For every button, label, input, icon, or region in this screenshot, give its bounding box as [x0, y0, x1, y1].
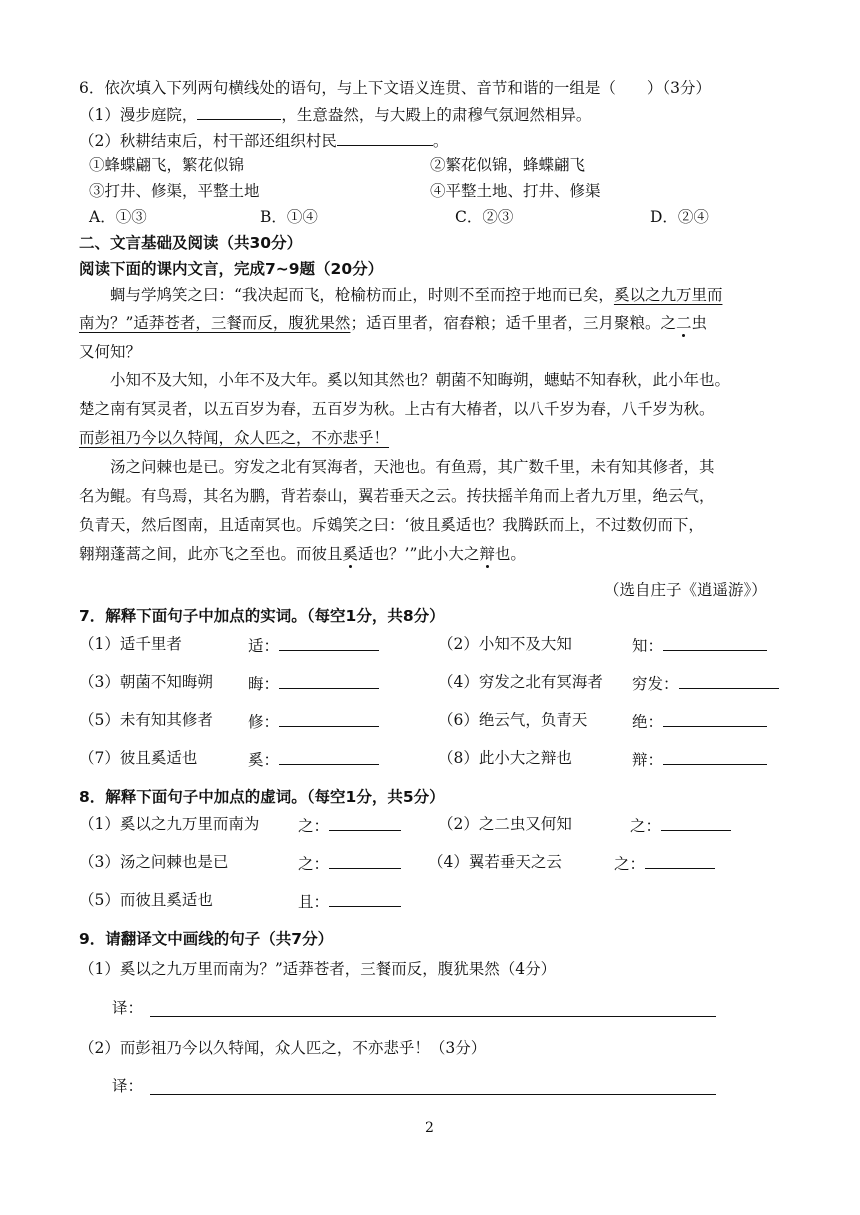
q7-key-8: 辩：: [632, 748, 767, 770]
q6-s1-part-a: （1）漫步庭院，: [79, 106, 198, 124]
passage-text: ；: [350, 314, 366, 332]
q7-blank-6[interactable]: [663, 710, 767, 727]
passage-text: 翱翔蓬蒿之间，此亦飞之至也。而彼且: [79, 545, 343, 563]
q7-title: 7．解释下面句子中加点的实词。（每空1分，共8分）: [79, 607, 445, 625]
passage-text: 修者，其: [652, 458, 715, 476]
q8-key-4: 之：: [614, 852, 715, 874]
passage-text: 汤之问棘也是已。穷发之北有冥海者，天池也。有鱼焉，其广数千里，未有知其: [110, 458, 653, 476]
passage-p2-line2: 楚之南有冥灵者，以五百岁为春，五百岁为秋。上古有大椿者，以八千岁为春，八千岁为秋。: [79, 400, 715, 418]
q7-key-7: 奚：: [248, 748, 379, 770]
section-2-subtitle: 阅读下面的课内文言，完成7~9题（20分）: [79, 260, 384, 278]
passage-dotted-word: 奚: [342, 545, 359, 563]
passage-source: （选自庄子《逍遥游》）: [604, 581, 767, 599]
q7-item-4: （4）穷发之北有冥海者: [438, 673, 603, 691]
q8-blank-1[interactable]: [329, 814, 401, 831]
passage-text: 晦朔，蟪蛄不知春秋，此小年也。: [497, 371, 731, 389]
section-2-title: 二、文言基础及阅读（共30分）: [79, 234, 303, 252]
q7-key-3: 晦：: [248, 672, 379, 694]
q6-stem: 6．依次填入下列两句横线处的语句，与上下文语义连贯、音节和谐的一组是（ ）（3分）: [79, 79, 711, 97]
passage-text: 小: [110, 371, 126, 389]
q6-sentence-2: [79, 129, 448, 151]
passage-p3-line3: 负青天，然后图南，且适南冥也。斥鴳笑之曰：‘彼且奚适也？我腾跃而上，不过数仞而下，: [79, 516, 704, 534]
q6-s2-part-a: （2）秋耕结束后，村干部还组织村民: [79, 132, 337, 150]
q8-item-1: （1）奚以之九万里而南为: [79, 815, 260, 833]
q8-key-2: 之：: [630, 814, 731, 836]
q8-item-4: （4）翼若垂天之云: [428, 853, 562, 871]
q6-choice-c[interactable]: C．②③: [455, 208, 514, 226]
q7-item-6: （6）绝云气，负青天: [438, 711, 588, 729]
q6-option-2: ②繁花似锦，蜂蝶翩飞: [430, 156, 586, 174]
q9-sentence-1: （1）奚以之九万里而南为？”适莽苍者，三餐而反，腹犹果然（4分）: [79, 960, 557, 978]
q9-sentence-2: （2）而彭祖乃今以久特闻，众人匹之，不亦悲乎！（3分）: [79, 1039, 487, 1057]
passage-p2-line1: [110, 370, 730, 390]
passage-dotted-word: 之二虫: [660, 314, 707, 332]
q8-blank-4[interactable]: [645, 852, 715, 869]
q8-key-1: 之：: [298, 814, 401, 836]
q6-choice-b[interactable]: B．①④: [260, 208, 318, 226]
passage-p1-line2: [79, 313, 707, 333]
q7-key-2: 知：: [632, 634, 767, 656]
q7-key-6: 绝：: [632, 710, 767, 732]
q7-blank-2[interactable]: [663, 634, 767, 651]
q7-blank-4[interactable]: [679, 672, 779, 689]
q6-choice-d[interactable]: D．②④: [650, 208, 709, 226]
passage-p3-line4: [79, 544, 526, 564]
passage-text: 适千里者，三月聚粮。: [505, 314, 661, 332]
q7-blank-8[interactable]: [663, 748, 767, 765]
passage-text: 蜩与学鸠笑之曰：“我决起而飞，枪榆枋而止，时则不至而控于地而已矣，: [110, 286, 614, 304]
q7-item-1: （1）适千里者: [79, 635, 182, 653]
q8-title: 8．解释下面句子中加点的虚词。（每空1分，共5分）: [79, 788, 445, 806]
q9-answer-line-1[interactable]: [150, 1016, 716, 1017]
q8-item-3: （3）汤之问棘也是已: [79, 853, 229, 871]
q8-blank-3[interactable]: [329, 852, 401, 869]
q9-translate-label-1: 译：: [112, 999, 144, 1017]
passage-p1-line1: [110, 285, 722, 305]
q6-s2-part-b: 。: [432, 132, 449, 150]
q7-key-1: 适：: [248, 634, 379, 656]
passage-p3-line1: [110, 457, 715, 477]
q6-blank-1[interactable]: [197, 103, 281, 120]
q7-blank-1[interactable]: [279, 634, 379, 651]
q7-item-8: （8）此小大之辩也: [438, 749, 572, 767]
q7-blank-7[interactable]: [279, 748, 379, 765]
q9-answer-line-2[interactable]: [150, 1094, 716, 1095]
q8-item-2: （2）之二虫又何知: [438, 815, 572, 833]
q9-title: 9．请翻译文中画线的句子（共7分）: [79, 930, 334, 948]
passage-underlined: 南为？”适莽苍者，三餐而反，腹犹果然: [79, 314, 351, 332]
q6-option-3: ③打井、修渠，平整土地: [89, 182, 260, 200]
q7-item-7: （7）彼且奚适也: [79, 749, 198, 767]
passage-text: 适百里者，宿舂粮；: [365, 314, 506, 332]
passage-text: 也。: [494, 545, 526, 563]
q6-s1-part-b: ，生意盎然，与大殿上的肃穆气氛迥然相异。: [281, 106, 592, 124]
passage-p2-line3-underlined: 而彭祖乃今以久特闻，众人匹之，不亦悲乎！: [79, 429, 390, 447]
q8-blank-5[interactable]: [329, 890, 401, 907]
q6-choice-a[interactable]: A．①③: [89, 208, 147, 226]
q6-option-4: ④平整土地、打井、修渠: [430, 182, 601, 200]
q8-key-3: 之：: [298, 852, 401, 874]
q7-blank-3[interactable]: [279, 672, 379, 689]
passage-p3-line2: 名为鲲。有鸟焉，其名为鹏，背若泰山，翼若垂天之云。抟扶摇羊角而上者九万里，绝云气，: [79, 487, 715, 505]
q7-key-4: 穷发：: [632, 672, 779, 694]
passage-p1-line3: 又何知？: [79, 343, 142, 361]
q9-translate-label-2: 译：: [112, 1077, 144, 1095]
q7-key-5: 修：: [248, 710, 379, 732]
passage-dotted-word: 辩: [479, 545, 495, 563]
page-number: 2: [425, 1120, 434, 1136]
q7-item-3: （3）朝菌不知晦朔: [79, 673, 213, 691]
q8-key-5: 且：: [298, 890, 401, 912]
q6-blank-2[interactable]: [337, 129, 433, 146]
q7-item-5: （5）未有知其修者: [79, 711, 213, 729]
q7-blank-5[interactable]: [279, 710, 379, 727]
passage-text: 知不及大知，小年不及大年。奚以知其然也？朝: [125, 371, 452, 389]
q7-item-2: （2）小知不及大知: [438, 635, 572, 653]
q8-item-5: （5）而彼且奚适也: [79, 891, 213, 909]
q8-blank-2[interactable]: [661, 814, 731, 831]
passage-underlined: 奚以之九万里而: [613, 286, 723, 304]
passage-text: 菌不知: [451, 371, 498, 389]
passage-text: 适也？’”此小大之: [358, 545, 480, 563]
q6-option-1: ①蜂蝶翩飞，繁花似锦: [89, 156, 245, 174]
q6-sentence-1: [79, 103, 591, 125]
